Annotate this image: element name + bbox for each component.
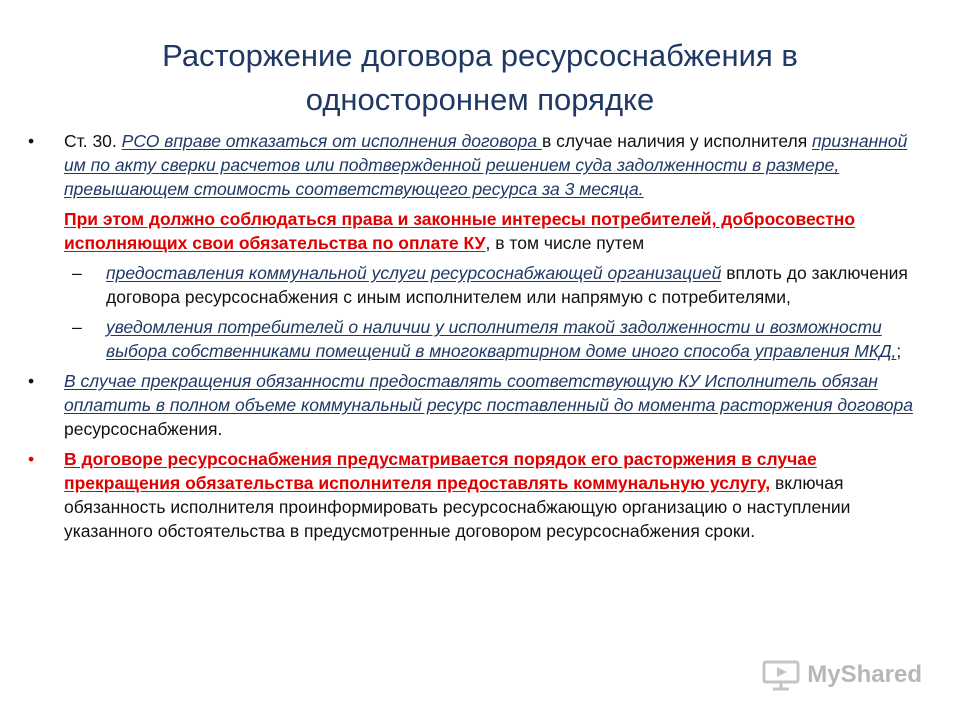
notification-text: уведомления потребителей о наличии у исполнителя такой задолженности и возможности выбора собственниками помещений в многоквартирном доме иного способа управления МКД, — [106, 317, 897, 361]
title-line-2: одностороннем порядке — [305, 82, 655, 117]
bullet-marker-red: • — [28, 449, 35, 469]
article-ref: Ст. 30. — [64, 131, 122, 151]
sub-item-provision — [72, 261, 914, 309]
bullet-marker: • — [28, 371, 35, 391]
paragraph-payment-obligation — [28, 369, 924, 441]
paragraph-article-30 — [28, 129, 924, 201]
watermark — [761, 658, 922, 692]
paragraph-consumer-rights — [64, 207, 924, 255]
watermark-text: MyShared — [807, 661, 922, 688]
provision-tail: вплоть до заключения договора ресурсоснабжения с иным исполнителем или напрямую с потребителями, — [106, 263, 908, 307]
paragraph-termination-order — [28, 447, 924, 543]
sub-item-notification — [72, 315, 914, 363]
consumer-rights-tail: , в том числе путем — [485, 233, 645, 253]
provision-text: предоставления коммунальной услуги ресурсоснабжающей организацией — [106, 263, 722, 283]
rso-right-text: РСО вправе отказаться от исполнения договора — [121, 131, 542, 151]
slide-title — [60, 34, 900, 122]
dash-marker: – — [72, 317, 82, 337]
presentation-board-icon — [761, 659, 801, 691]
bullet-marker: • — [28, 131, 35, 151]
payment-obligation-text: В случае прекращения обязанности предоставлять соответствующую КУ Исполнитель обязан оплатить в полном объеме коммунальный ресурс поставленный до момента расторжения договора — [64, 371, 913, 415]
title-line-1: Расторжение договора ресурсоснабжения в — [162, 38, 798, 73]
termination-order-tail: включая обязанность исполнителя проинформировать ресурсоснабжающую организацию о наступлении указанного обстоятельства в предусмотренные договором ресурсоснабжения сроки. — [64, 473, 851, 541]
consumer-rights-emphasis: При этом должно соблюдаться права и законные интересы потребителей, добросовестно исполняющих свои обязательства по оплате КУ — [64, 209, 856, 253]
debt-condition-text: признанной им по акту сверки расчетов или подтвержденной решением суда задолженности в размере, превышающем стоимость соответствующего ресурса за 3 месяца. — [64, 131, 908, 199]
condition-text: в случае наличия у исполнителя — [541, 131, 813, 151]
dash-marker: – — [72, 263, 82, 283]
notification-tail: ; — [896, 341, 902, 361]
payment-obligation-tail: ресурсоснабжения. — [64, 419, 223, 439]
termination-order-emphasis: В договоре ресурсоснабжения предусматривается порядок его расторжения в случае прекращения обязательства исполнителя предоставлять коммунальную услугу, — [64, 449, 817, 493]
slide-body — [28, 129, 924, 543]
